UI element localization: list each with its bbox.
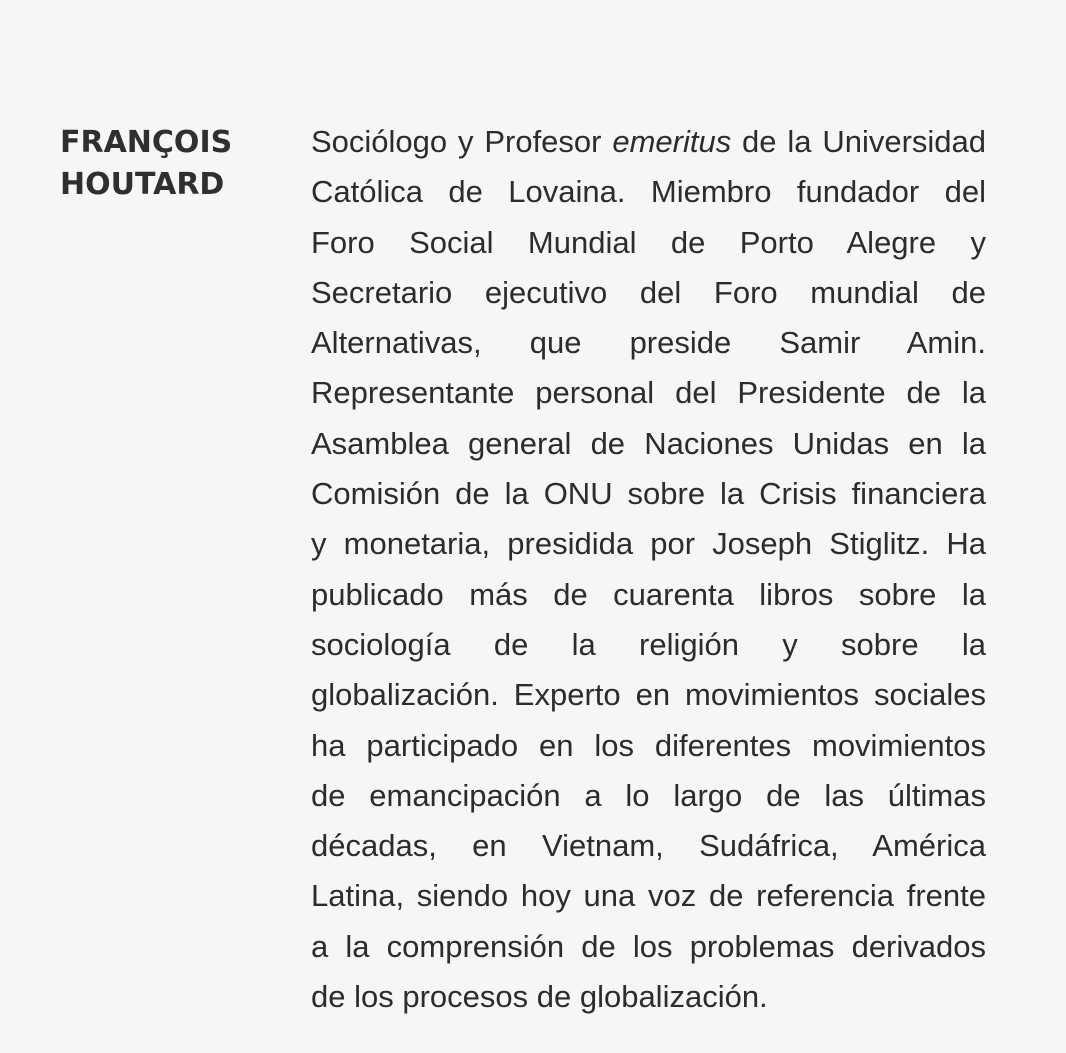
- author-biography: [311, 117, 986, 1022]
- bio-line: de emancipación a lo largo de las últimas: [311, 777, 986, 813]
- bio-line: y monetaria, presidida por Joseph Stiglitz. Ha: [311, 526, 986, 562]
- bio-line: Foro Social Mundial de Porto Alegre y: [311, 224, 986, 260]
- bio-line: Latina, siendo hoy una voz de referencia frente: [311, 878, 986, 914]
- bio-line: Representante personal del Presidente de la: [311, 375, 986, 411]
- bio-line: Católica de Lovaina. Miembro fundador del: [311, 174, 986, 210]
- bio-line: Comisión de la ONU sobre la Crisis financiera: [311, 476, 986, 512]
- bio-line: publicado más de cuarenta libros sobre la: [311, 576, 986, 612]
- bio-line: décadas, en Vietnam, Sudáfrica, América: [311, 828, 986, 864]
- bio-line: sociología de la religión y sobre la: [311, 626, 986, 662]
- bio-line: a la comprensión de los problemas derivados: [311, 928, 986, 964]
- bio-line: Secretario ejecutivo del Foro mundial de: [311, 274, 986, 310]
- bio-line: ha participado en los diferentes movimientos: [311, 727, 986, 763]
- author-last-name: HOUTARD: [60, 167, 225, 202]
- bio-line: de los procesos de globalización.: [311, 979, 768, 1015]
- author-name: [60, 122, 260, 206]
- bio-line: Alternativas, que preside Samir Amin.: [311, 325, 986, 361]
- bio-line: globalización. Experto en movimientos sociales: [311, 677, 986, 713]
- bio-line: Sociólogo y Profesor emeritus de la Universidad: [311, 124, 986, 159]
- emphasis-text: emeritus: [612, 124, 732, 159]
- bio-line: Asamblea general de Naciones Unidas en la: [311, 425, 986, 461]
- author-first-name: FRANÇOIS: [60, 125, 233, 160]
